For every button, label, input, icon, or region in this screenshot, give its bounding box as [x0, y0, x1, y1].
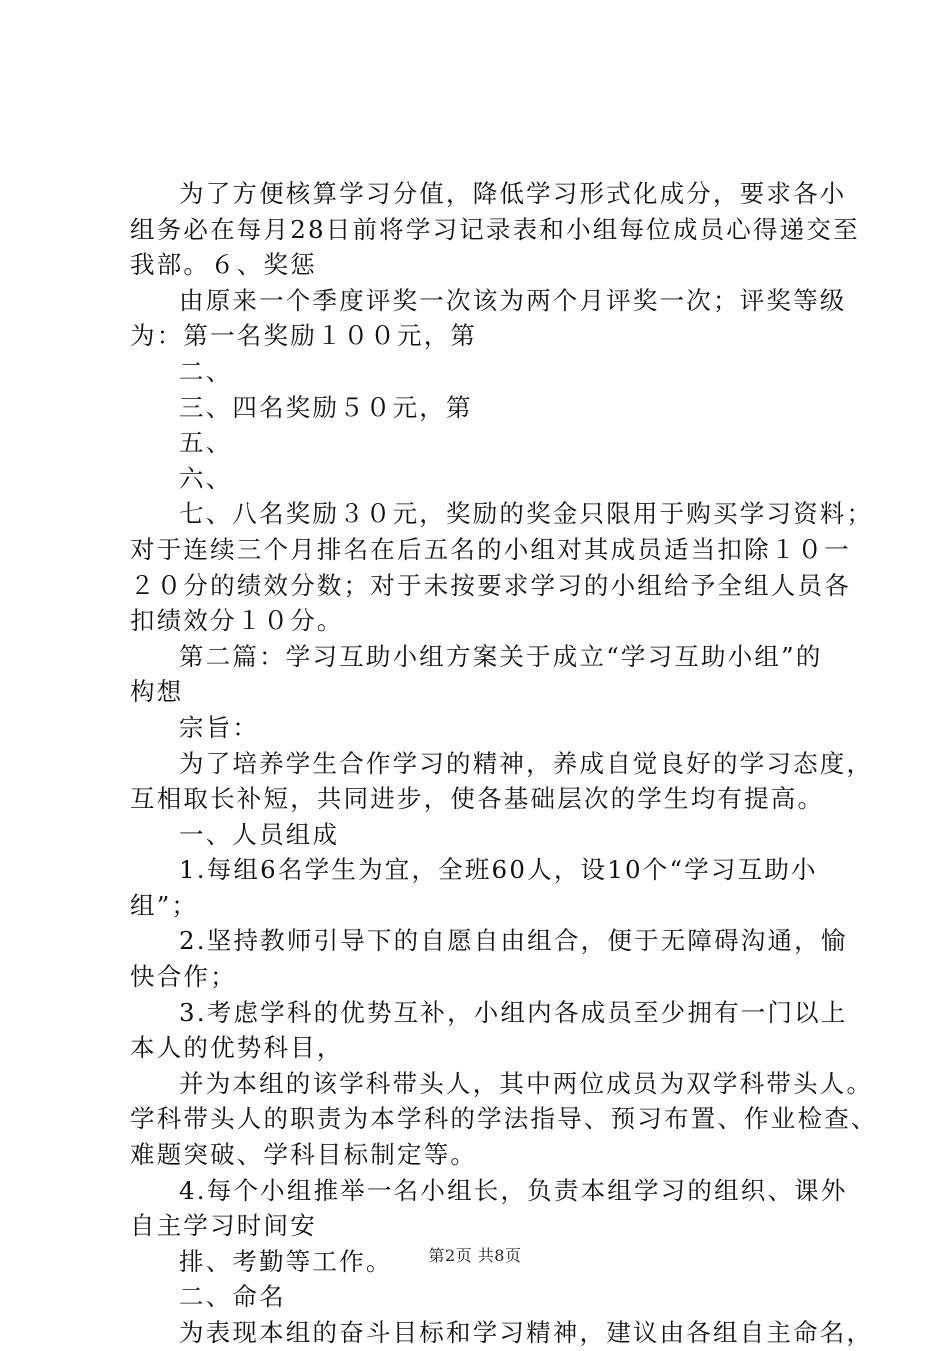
text-line: 为：第一名奖励１００元，第 [130, 321, 478, 351]
text-line: 六、 [179, 463, 233, 493]
text-line: 为表现本组的奋斗目标和学习精神，建议由各组自主命名， [179, 1318, 874, 1347]
text-line: 为了方便核算学习分值，降低学习形式化成分，要求各小 [179, 179, 847, 208]
text-line: ２０分的绩效分数；对于未按要求学习的小组给予全组人员各 [130, 570, 851, 600]
text-line: 4.每个小组推举一名小组长，负责本组学习的组织、课外 [179, 1175, 848, 1205]
text-line: 本人的优势科目， [130, 1033, 344, 1063]
text-line: 二、命名 [179, 1282, 286, 1312]
text-line: 七、八名奖励３０元，奖励的奖金只限用于购买学习资料； [179, 499, 874, 529]
text-line: 组”； [130, 890, 199, 920]
text-line: 自主学习时间安 [130, 1211, 317, 1241]
document-body [130, 176, 878, 1351]
text-line: 对于连续三个月排名在后五名的小组对其成员适当扣除１０一 [130, 534, 851, 564]
text-line: 排、考勤等工作。 [179, 1246, 393, 1276]
text-line: 组务必在每月28日前将学习记录表和小组每位成员心得递交至 [130, 214, 860, 244]
text-line: 第二篇：学习互助小组方案关于成立“学习互助小组”的 [179, 641, 823, 671]
text-line: 2.坚持教师引导下的自愿自由组合，便于无障碍沟通，愉 [179, 926, 848, 956]
page-footer: 第2页 共8页 [428, 1246, 522, 1265]
text-line: 1.每组6名学生为宜，全班60人，设10个“学习互助小 [179, 855, 818, 885]
text-line: 三、四名奖励５０元，第 [179, 392, 473, 422]
text-line: 为了培养学生合作学习的精神，养成自觉良好的学习态度， [179, 748, 874, 778]
text-line: 扣绩效分１０分。 [130, 606, 344, 636]
text-line: 由原来一个季度评奖一次该为两个月评奖一次；评奖等级 [179, 285, 847, 315]
text-line: 难题突破、学科目标制定等。 [130, 1140, 478, 1170]
text-line: 构想 [130, 677, 184, 707]
text-line: 并为本组的该学科带头人，其中两位成员为双学科带头人。 [179, 1068, 874, 1098]
text-line: 一、人员组成 [179, 819, 340, 849]
text-line: 五、 [179, 428, 233, 458]
text-line: 互相取长补短，共同进步，使各基础层次的学生均有提高。 [130, 784, 825, 814]
text-line: 二、 [179, 356, 233, 386]
text-line: 快合作； [130, 962, 237, 992]
text-line: 宗旨： [179, 712, 260, 742]
text-line: 3.考虑学科的优势互补，小组内各成员至少拥有一门以上 [179, 997, 848, 1027]
text-line: 我部。６、奖惩 [130, 250, 317, 280]
text-line: 学科带头人的职责为本学科的学法指导、预习布置、作业检查、 [130, 1104, 878, 1134]
